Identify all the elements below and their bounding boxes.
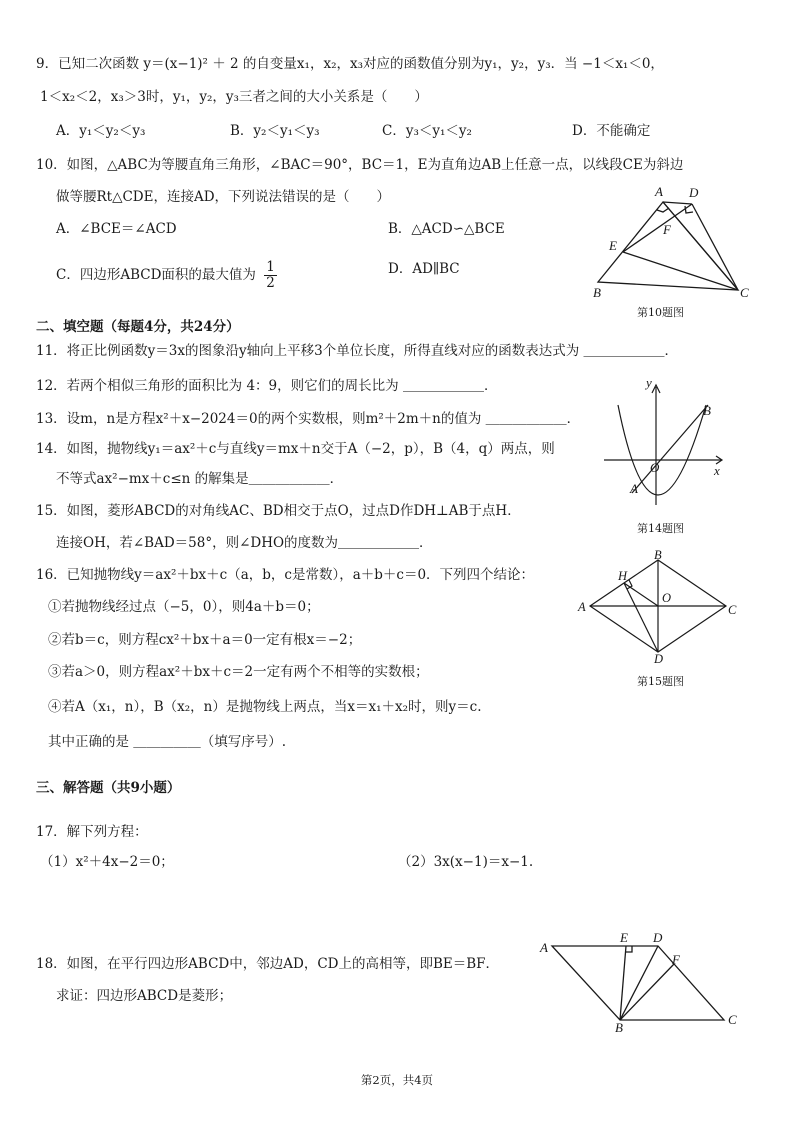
q16-item-4: ④若A（x₁，n），B（x₂，n）是抛物线上两点，当x＝x₁＋x₂时，则y＝c. <box>48 699 482 715</box>
q10-fraction-den: 2 <box>266 275 275 291</box>
q10-segment-ac-extra <box>663 202 738 290</box>
q18-right-angle-e <box>626 946 632 952</box>
q18-line2: 求证：四边形ABCD是菱形； <box>56 988 233 1004</box>
q10-figure <box>585 182 755 300</box>
q10-option-b: B．△ACD∽△BCE <box>388 221 505 237</box>
q10-option-c-text: C．四边形ABCD面积的最大值为 <box>56 267 256 283</box>
q18-label-d: D <box>653 932 663 945</box>
q15-label-d: D <box>654 652 664 666</box>
q15-label-a: A <box>578 600 586 614</box>
q9-option-c: C．y₃＜y₁＜y₂ <box>382 123 472 139</box>
q10-right-angle-d <box>685 206 693 213</box>
q9-option-a: A．y₁＜y₂＜y₃ <box>56 123 146 139</box>
q10-option-c <box>56 260 277 291</box>
q10-label-c: C <box>740 285 749 300</box>
q10-option-a: A．∠BCE＝∠ACD <box>56 221 177 237</box>
q10-label-d: D <box>689 185 699 200</box>
q14-label-a: A <box>630 481 638 496</box>
q9-option-d: D．不能确定 <box>572 123 651 139</box>
q14-caption: 第14题图 <box>637 522 684 535</box>
q10-label-a: A <box>655 184 663 199</box>
q15-label-h: H <box>618 569 628 583</box>
q18-parallelogram <box>552 946 724 1020</box>
q9-line2: 1＜x₂＜2，x₃＞3时，y₁，y₂，y₃三者之间的大小关系是（ ） <box>40 89 428 105</box>
q10-line2: 做等腰Rt△CDE，连接AD，下列说法错误的是（ ） <box>56 189 391 205</box>
q10-triangle-abc <box>598 202 738 290</box>
q15-line1: 15．如图，菱形ABCD的对角线AC、BD相交于点O，过点D作DH⊥AB于点H． <box>36 503 521 519</box>
q17-eq1: （1）x²＋4x−2＝0； <box>40 854 174 870</box>
q15-label-b: B <box>654 548 662 562</box>
q18-label-f: F <box>672 952 680 967</box>
q14-label-b: B <box>703 403 711 418</box>
q10-fraction <box>264 260 277 291</box>
q10-option-d: D．AD∥BC <box>388 261 460 277</box>
q9-line1: 9．已知二次函数 y＝(x−1)² ＋ 2 的自变量x₁，x₂，x₃对应的函数值分别为y₁，y₂，y₃．当 −1＜x₁＜0， <box>36 56 664 72</box>
q13-text: 13．设m，n是方程x²＋x−2024＝0的两个实数根，则m²＋2m＋n的值为 ＿＿＿＿＿＿． <box>36 411 581 427</box>
q10-caption: 第10题图 <box>637 306 684 319</box>
q16-item-2: ②若b＝c，则方程cx²＋bx＋a＝0一定有根x＝−2； <box>48 632 362 648</box>
q12-text: 12．若两个相似三角形的面积比为 4：9，则它们的周长比为 ＿＿＿＿＿＿． <box>36 378 498 394</box>
page-footer: 第2页，共4页 <box>360 1073 434 1087</box>
q17-title: 17．解下列方程： <box>36 824 148 840</box>
q15-segment-dh <box>624 583 658 652</box>
q18-label-e: E <box>620 932 628 945</box>
q10-segment-ed <box>623 204 692 252</box>
q10-right-angle-a <box>657 208 669 212</box>
section2-heading: 二、填空题（每题4分，共24分） <box>36 319 240 335</box>
q15-figure <box>574 548 746 666</box>
q18-label-b: B <box>615 1020 623 1034</box>
q10-label-b: B <box>593 285 601 300</box>
q18-line1: 18．如图，在平行四边形ABCD中，邻边AD，CD上的高相等，即BE＝BF． <box>36 956 500 972</box>
q15-caption: 第15题图 <box>637 675 684 688</box>
q18-label-a: A <box>540 940 548 955</box>
q16-last: 其中正确的是 ＿＿＿＿＿（填写序号）. <box>48 734 287 750</box>
q14-line2: 不等式ax²−mx＋c≤n 的解集是＿＿＿＿＿＿． <box>56 471 344 487</box>
q10-fraction-num: 1 <box>266 259 275 275</box>
q14-figure <box>596 375 731 515</box>
q16-item-3: ③若a＞0，则方程ax²＋bx＋c＝2一定有两个不相等的实数根； <box>48 664 429 680</box>
q10-line1: 10．如图，△ABC为等腰直角三角形，∠BAC＝90°，BC＝1，E为直角边AB上任意一点，以线段CE为斜边 <box>36 157 684 173</box>
q15-line2: 连接OH，若∠BAD＝58°，则∠DHO的度数为＿＿＿＿＿＿． <box>56 535 433 551</box>
q15-label-c: C <box>728 603 737 617</box>
q18-figure <box>538 932 744 1034</box>
q17-eq2: （2）3x(x−1)＝x−1. <box>398 854 534 870</box>
q11-text: 11．将正比例函数y＝3x的图象沿y轴向上平移3个单位长度，所得直线对应的函数表达式为 ＿＿＿＿＿＿． <box>36 343 679 359</box>
q9-option-b: B．y₂＜y₁＜y₃ <box>230 123 320 139</box>
q10-label-e: E <box>609 238 617 253</box>
q14-label-y: y <box>646 375 652 390</box>
q18-segment-bf <box>620 964 674 1020</box>
q15-label-o: O <box>662 591 672 605</box>
q10-label-f: F <box>663 222 671 237</box>
q14-line1: 14．如图，抛物线y₁＝ax²＋c与直线y＝mx＋n交于A（−2，p），B（4，q）两点，则 <box>36 441 555 457</box>
q16-item-1: ①若抛物线经过点（−5，0），则4a＋b＝0； <box>48 599 320 615</box>
q14-line <box>632 405 708 493</box>
section3-heading: 三、解答题（共9小题） <box>36 780 181 796</box>
q14-label-o: O <box>650 460 660 475</box>
q10-segment-ad <box>663 202 692 204</box>
q16-line1: 16．已知抛物线y＝ax²＋bx＋c（a，b，c是常数），a＋b＋c＝0．下列四个结论： <box>36 567 535 583</box>
q18-label-c: C <box>728 1012 737 1027</box>
q14-label-x: x <box>714 463 720 478</box>
